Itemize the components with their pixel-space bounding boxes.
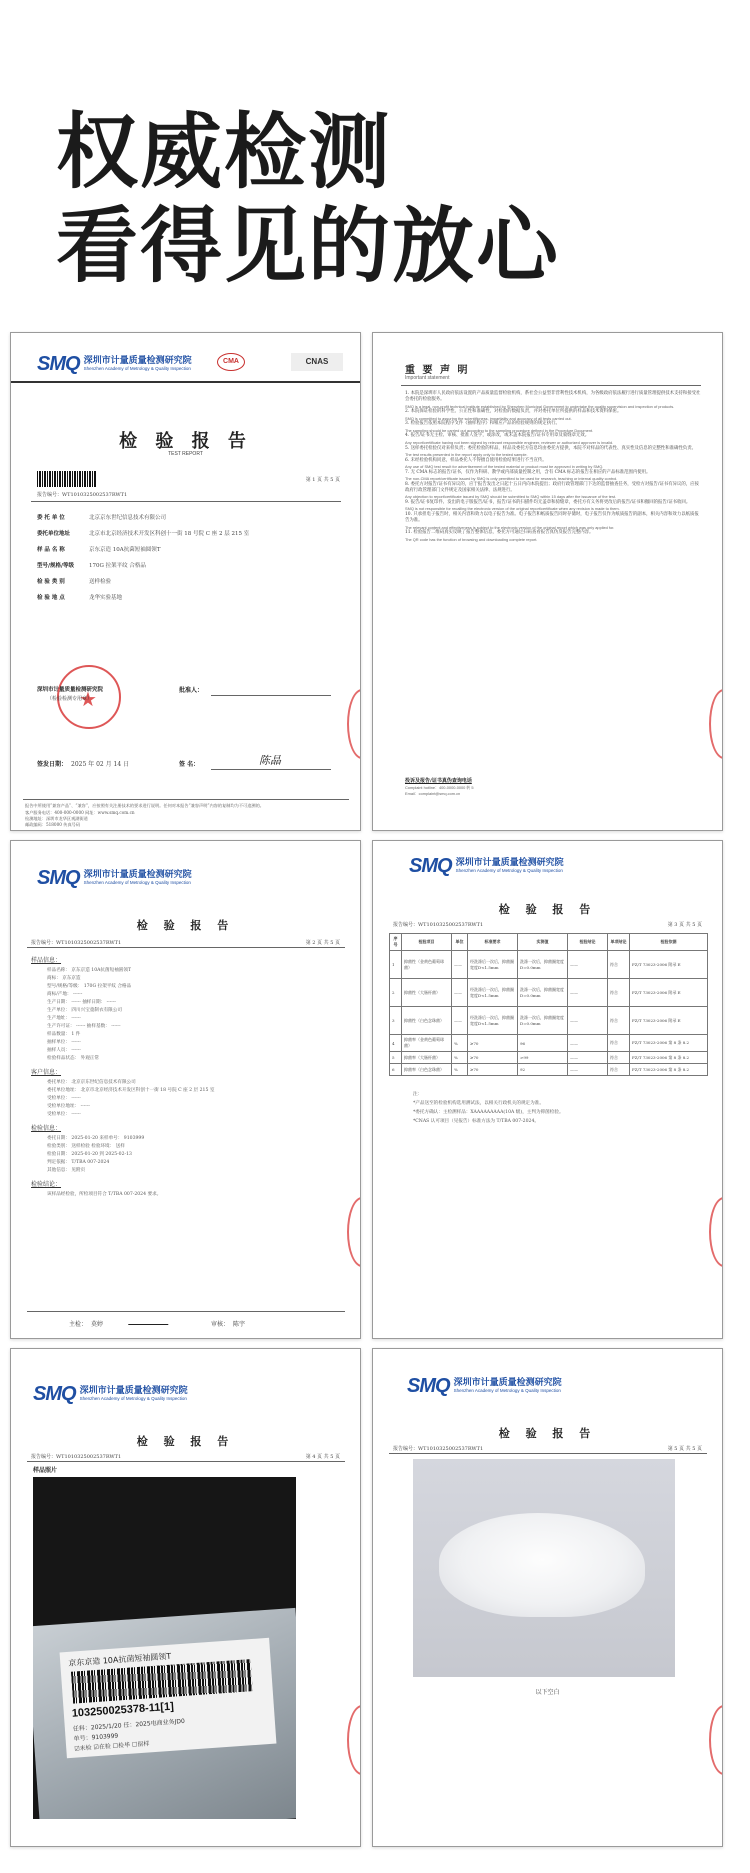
footer-line: 客户服务电话：400-000-0000 网址：www.smq.com.cn [25,810,135,815]
statement-divider [401,385,701,386]
brand-name-en: Shenzhen Academy of Metrology & Quality Inspection [83,365,191,371]
report-title: 检 验 报 告 [498,903,597,916]
reviewer-name: 陈宇 [233,1321,246,1328]
tag-barcode-text: 103250025378-11[1] [71,1700,175,1720]
sign-date: 2025 年 02 月 14 日 [71,761,130,768]
headline-line1: 权威检测 [56,105,393,200]
field-value: 京东京造 10A抗菌短袖圆领T [89,547,161,553]
report-number: 报告编号：WT1010325002537RWT1 [393,1446,484,1452]
statement-item: 3. 检验报告依照本院程序文件《抽样程序》和相应产品的检验规则的规定执行。 The sampling should be carried out according to the sampling procedure defined in the Procedure Document. [405,421,594,433]
table-row: 1 抑菌性（金黄色葡萄球菌） —— 经洗涤后一次后，抑菌圈宽度D<1.5mm 洗涤一次后，抑菌圈宽度D=0.0mm —— 符合 FZ/T 73023-2006 附录 E [390,951,708,979]
statement-item: 1. 本院是深圳市人民政府依法设置的产品质量监督检验机构，系社会公益型非营利性技术机构，为各级政府依法履行进行质量管理提供技术支持和接受社会委托的检验服务。 SMQ is a legal, non-profit technical institute established by Shenzhen Municipal Government to undertake the quality supervision and inspection of products. [405,391,701,409]
main-inspector-name: 莫婷 [91,1321,104,1328]
field-label: 委托单位地址 [37,531,71,537]
sample-line: 生产单位： 四川兴宝童制衣有限公司 [47,1008,122,1013]
report-number: 报告编号：WT1010325002537RWT1 [37,492,128,498]
field-value: 北京京东世纪信息技术有限公司 [89,515,167,521]
page-number: 第 3 页 共 5 页 [667,922,702,928]
table-row: 6 抑菌率（白色念珠菌） % ≥70 92 —— 符合 FZ/T 73023-2006 第 8 条 8.2 [390,1064,708,1076]
note-line: *委托方确认：主检测样品：XAAAAAAAAA(10A 级)，主判为抑菌检验。 [413,1110,564,1115]
statement-title: 重 要 声 明 [405,365,470,376]
smq-logo: SMQ 深圳市计量质量检测研究院 Shenzhen Academy of Metrology & Quality Inspection [407,1375,562,1397]
report-page-statement [372,332,723,831]
page-number: 第 1 页 共 5 页 [305,477,340,483]
client-line: 委托单位地址： 北京市北京经济技术开发区科创十一街 18 号院 C 座 2 层 215 室 [47,1088,215,1093]
field-label: 型号/规格/等级 [37,563,75,569]
statement-item: 10. 只承担电子报告时，相关内容和效力以电子报告为准。电子报告和纸质报告同时存储时，电子报告仅作为纸质报告的副本，相关内容和效力以纸质报告为准。 The relevant content and effectiveness is subject to the electronic version of the original report which was only applied for. [405,512,699,530]
approver-line [211,695,331,696]
section-sample-info: 样品信息： [31,957,62,964]
reviewer-label: 审核： [211,1321,230,1328]
table-header-row [390,934,708,951]
report-number: 报告编号：WT1010325002537RWT1 [393,922,484,928]
table-row: 5 抑菌率（大肠杆菌） % ≥70 >99 —— 符合 FZ/T 73023-2006 第 8 条 8.2 [390,1052,708,1064]
smq-logo: SMQ 深圳市计量质量检测研究院 Shenzhen Academy of Metrology & Quality Inspection [33,1383,188,1405]
test-line: 委托日期： 2025-01-20 来样单号： 9103999 [47,1136,145,1141]
complaint-email: Email：complaint@smq.com.cn [405,791,461,796]
section-test-info: 检验信息： [31,1125,62,1132]
report-number-divider [389,1453,707,1454]
table-row: 4 抑菌率（金黄色葡萄球菌） % ≥70 96 —— 符合 FZ/T 73023-2006 第 8 条 8.2 [390,1035,708,1052]
footer-line: 邮政编码：518000 传真号码 [25,822,81,827]
test-line: 检验日期： 2025-01-20 到 2025-02-13 [47,1152,132,1157]
report-title: 检 验 报 告 [136,919,235,932]
tag-line: 任料：2025/1/20 任：2025电商业务JD0 [72,1717,186,1733]
caption-blank: 以下空白 [535,1689,560,1696]
footer-divider [23,799,349,800]
field-label: 检 验 地 点 [37,595,65,601]
seam-stamp [347,1197,361,1267]
report-page-results [372,840,723,1339]
col-header: 单位 [452,934,468,951]
col-header: 序号 [390,934,402,951]
sample-line: 生产许可证： ------ 抽样基数： ------ [47,1024,121,1029]
headline-line2: 看得见的放心 [56,199,561,294]
report-subtitle: TEST REPORT [168,451,203,457]
field-value: 龙华实验基地 [89,595,123,601]
section-client-info: 客户信息： [31,1069,62,1076]
statement-item: 9. 报告/证书复印件、发出的电子版报告/证书，报告/证书的扫描件均无盖章和骑缝章，委托方有义务将更改后的报告/证书和撤回的报告/证书收回。 SMQ is not responsible for recalling the electronic version of the original report/certificate when any revision is made to them. [405,500,691,512]
client-line: 受检单位地址： ------ [47,1104,90,1109]
sample-photo [33,1477,296,1819]
seam-stamp [709,1705,723,1775]
sample-line: 检验样品状态： 外观正常 [47,1056,99,1061]
report-title: 检 验 报 告 [119,431,252,452]
photos-label: 样品照片 [33,1467,58,1474]
field-label: 检 验 类 别 [37,579,65,585]
statement-item: 6. 未经检验机构同意，样品委托人不得擅自使用检验结果进行不当宣传。 Any use of SMQ test result for advertisement of the tested material or product must be approved in writing by SMQ. [405,457,604,469]
col-header: 检验依据 [630,934,708,951]
report-number-divider [31,501,341,502]
smq-logo: SMQ 深圳市计量质量检测研究院 Shenzhen Academy of Metrology & Quality Inspection [409,855,564,877]
seal-org-name: 深圳市计量质量检测研究院 [37,687,104,693]
report-page-photos [10,1348,361,1847]
approver-label: 批准人： [179,687,204,694]
tag-line: 单号：9103999 [73,1732,119,1743]
sample-line: 抽样人员： ------ [47,1048,81,1053]
sample-line: 抽样单位： ------ [47,1040,81,1045]
smq-mark: SMQ [37,353,80,375]
statement-subtitle: Important statement [405,375,450,381]
main-inspector-signature [128,1309,174,1325]
sign-date-label: 签发日期： [37,761,68,768]
sample-line: 商标： 京东京造 [47,976,81,981]
folded-tshirt [439,1513,645,1617]
results-table [389,933,708,1076]
seal-subtitle: （检验检测专用章） [47,696,93,702]
report-number: 报告编号：WT1010325002537RWT1 [31,1454,122,1460]
table-row: 2 抑菌性（大肠杆菌） —— 经洗涤后一次后，抑菌圈宽度D<1.5mm 洗涤一次后，抑菌圈宽度D=0.0mm —— 符合 FZ/T 73023-2006 附录 E [390,979,708,1007]
field-value: 北京市北京经济技术开发区科创十一街 18 号院 C 座 2 层 215 室 [89,531,250,537]
report-page-sample-image [372,1348,723,1847]
statement-body [405,391,701,542]
seam-stamp [709,1197,723,1267]
cnas-logo: CNAS [291,353,343,371]
header-divider [11,381,360,383]
smq-logo: SMQ 深圳市计量质量检测研究院 Shenzhen Academy of Metrology & Quality Inspection [37,867,192,889]
cma-logo: CMA [217,353,245,371]
seam-stamp [347,689,361,759]
complaint-title: 投诉及报告/证书真伪查询电话 [405,778,472,784]
smq-logo [37,353,192,376]
section-conclusion: 检验结论： [31,1181,62,1188]
report-number-divider [27,1461,345,1462]
inspection-seal: ★ [57,665,121,729]
sample-garment-photo [413,1459,675,1677]
col-header: 检验项目 [402,934,452,951]
field-label: 委 托 单 位 [37,515,65,521]
statement-item: 5. 送样委托检验仅对来样负责；委托检验的样品，样品及委托方信息均由委托方提供，本院不对样品的代表性、真实性及信息的完整性和准确性负责。 The test results presented in the report apply only to the tested sample. [405,445,696,457]
approver-signature: 陈晶 [259,754,281,767]
test-line: 检验类别： 送样检验 检验环境： 送样 [47,1144,125,1149]
main-inspector-label: 主检： [69,1321,88,1328]
seam-stamp [347,1705,361,1775]
complaint-hotline: Complaint hotline：400-0000-0000 转 5 [405,785,474,790]
sign-line [211,769,331,770]
sign-label: 签 名： [179,761,200,768]
note-line: 注： [413,1092,423,1097]
sample-line: 样品名称： 京东京造 10A抗菌短袖圆领T [47,968,132,973]
table-row: 3 抑菌性（白色念珠菌） —— 经洗涤后一次后，抑菌圈宽度D<1.5mm 洗涤一次后，抑菌圈宽度D=0.0mm —— 符合 FZ/T 73023-2006 附录 E [390,1007,708,1035]
field-value: 送样检验 [89,579,112,585]
tag-checkboxes: ☑未检 ☑在检 ☐检毕 ☐留样 [74,1740,150,1753]
note-line: *CNAS 认可项目（见报告）标准方法为 T/TBA 007-2024。 [413,1119,539,1124]
conclusion-text: 该样品经检验，所检项目符合 T/TBA 007-2024 要求。 [47,1192,162,1197]
page-number: 第 2 页 共 5 页 [305,940,340,946]
footer-note: 报告中所使用“兼容产品”、“兼容”，应按照有关注册技术的要求进行说明。任何对本报告“兼容声明”内容的复制均为不可追溯的。 [25,803,264,808]
client-line: 受检单位： ------ [47,1096,81,1101]
sample-line: 生产地址： ------ [47,1016,81,1021]
seam-stamp [709,689,723,759]
signature-divider [27,1311,345,1312]
sample-line: 商标/产地： ------ [47,992,83,997]
sample-tag [60,1638,277,1758]
page-number: 第 5 页 共 5 页 [667,1446,702,1452]
report-number-divider [27,947,345,948]
statement-item: 4. 报告/证书无主检、审核、批准人签字，或涂改，或未盖本院报告/证书专用章及骑缝章无效。 Any report/certificate having not been signed by relevant responsible engineer, reviewer or authorized approver is invalid. [405,433,614,445]
note-line: *产品送至的检验机构选用测试法，以相关行政机关的规定为准。 [413,1101,544,1106]
col-header: 检验结论 [568,934,608,951]
tag-title: 京东京造 10A抗菌短袖圆领T [68,1651,172,1668]
report-page-info [10,840,361,1339]
statement-item: 8. 委托方对报告/证书有异议的，应于报告发出之日起十五日内向本院提出；政府行政管理部门下达的监督抽查任务，受检方对报告/证书有异议的，应按政府行政管理部门文件规定及国家相关法律、法规进行。 Any objection to report/certificate issued by SMQ should be submitted to SMQ within 15 days after the issuance of the test. [405,481,699,500]
test-line: 判定依据： T/TBA 007-2024 [47,1160,110,1165]
col-header: 单项结论 [608,934,630,951]
report-page-cover [10,332,361,831]
barcode [37,471,97,487]
sample-line: 生产日期： ------ 抽样日期： ------ [47,1000,116,1005]
statement-item: 2. 本院保证检验的科学性、公正性和准确性，对检验的数据负责，并对委托单位所提供的样品和技术资料保密。 SMQ is committed to assuring the scientificness, impartiality and accuracy of all tests carried out. [405,409,622,421]
col-header: 实测值 [518,934,568,951]
footer-line: 检测地址：深圳市龙华区观湖街道 [25,816,88,821]
brand-name-cn: 深圳市计量质量检测研究院 [83,356,192,367]
report-number: 报告编号：WT1010325002537RWT1 [31,940,122,946]
statement-item: 7. 无 CMA 标志的报告/证书，仅作为科研、教学或内部质量控制之用，含有 CMA 标志的报告在相应的产品标准范围内使用。 The non-CMA report/certificate issued by SMQ is only permitted to be used for research, teaching or internal quality control. [405,469,651,481]
client-line: 受检单位： ------ [47,1112,81,1117]
report-title: 检 验 报 告 [498,1427,597,1440]
col-header: 标准要求 [468,934,518,951]
field-label: 样 品 名 称 [37,547,65,553]
test-line: 其他信息： 见附页 [47,1168,86,1173]
report-title: 检 验 报 告 [136,1435,235,1448]
sample-line: 样品数量： 1 件 [47,1032,81,1037]
sample-line: 型号/规格/等级： 170G 拉架平纹 合格品 [47,984,132,989]
page-number: 第 4 页 共 5 页 [305,1454,340,1460]
client-line: 委托单位： 北京京东世纪信息技术有限公司 [47,1080,136,1085]
field-value: 170G 拉架平纹 合格品 [89,563,146,569]
statement-item: 11. 检验报告二维码真实反映了报告整体信息，委托方可通过扫码查看报告真伪及报告完整内容。 The QR code has the function of browsing and downloading complete report. [405,530,594,542]
